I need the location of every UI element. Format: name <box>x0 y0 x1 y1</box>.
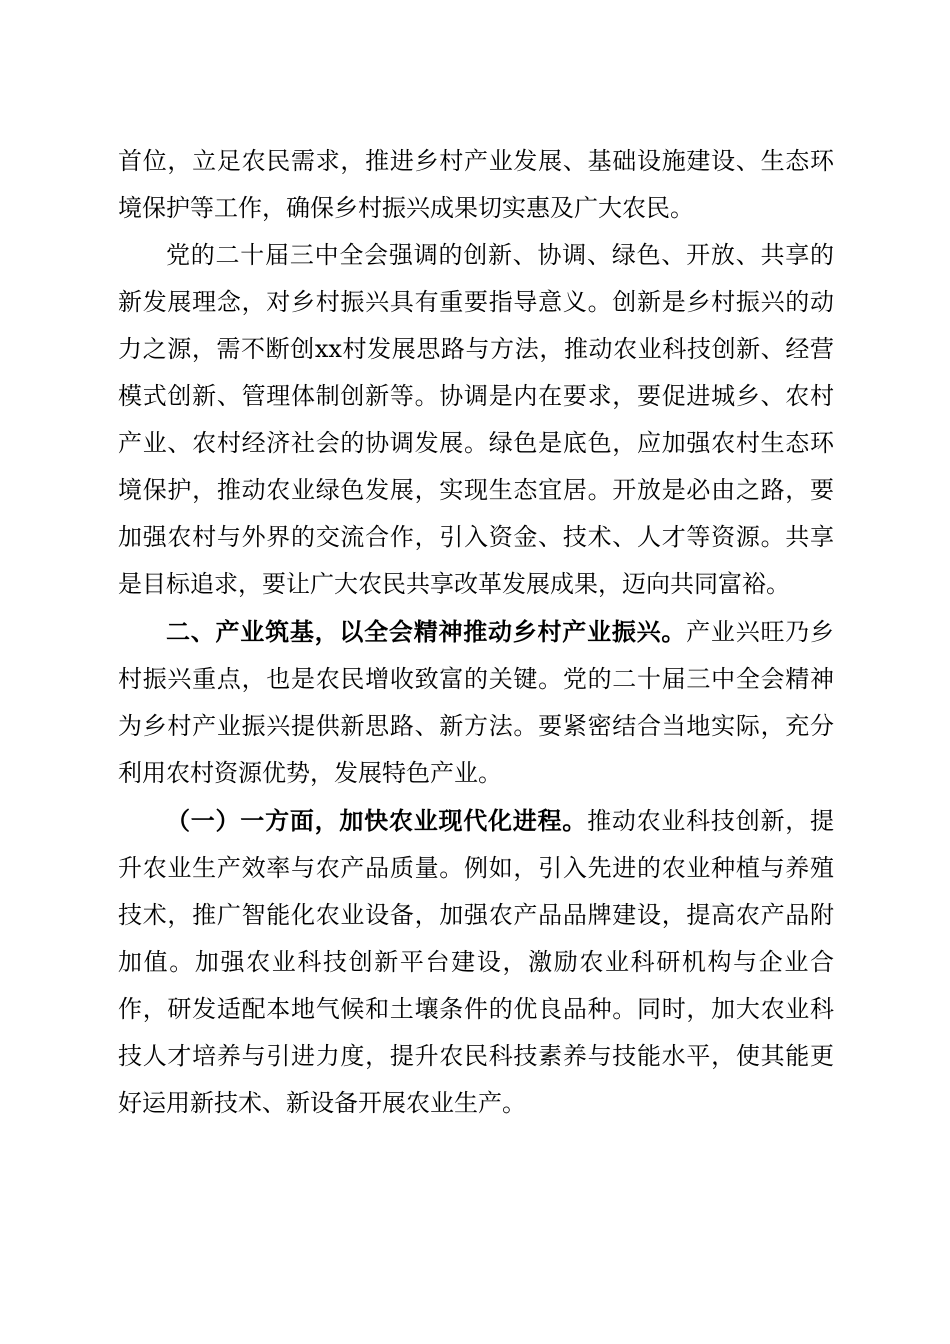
paragraph-text: 党的二十届三中全会强调的创新、协调、绿色、开放、共享的新发展理念，对乡村振兴具有重要指导意义。创新是乡村振兴的动力之源，需不断创xx村发展思路与方法，推动农业科技创新、经营模式创新、管理体制创新等。协调是内在要求，要促进城乡、农村产业、农村经济社会的协调发展。绿色是底色，应加强农村生态环境保护，推动农业绿色发展，实现生态宜居。开放是必由之路，要加强农村与外界的交流合作，引入资金、技术、人才等资源。共享是目标追求，要让广大农民共享改革发展成果，迈向共同富裕。 <box>118 241 834 598</box>
paragraph-text: 首位，立足农民需求，推进乡村产业发展、基础设施建设、生态环境保护等工作，确保乡村振兴成果切实惠及广大农民。 <box>118 147 834 222</box>
paragraph-section-two <box>118 608 834 797</box>
document-page <box>118 138 834 1127</box>
paragraph-text: 产业兴旺乃乡村振兴重点，也是农民增收致富的关键。党的二十届三中全会精神为乡村产业振兴提供新思路、新方法。要紧密结合当地实际，充分利用农村资源优势，发展特色产业。 <box>118 618 835 787</box>
paragraph-text: 推动农业科技创新，提升农业生产效率与农产品质量。例如，引入先进的农业种植与养殖技术，推广智能化农业设备，加强农产品品牌建设，提高农产品附加值。加强农业科技创新平台建设，激励农业科研机构与企业合作，研发适配本地气候和土壤条件的优良品种。同时，加大农业科技人才培养与引进力度，提升农民科技素养与技能水平，使其能更好运用新技术、新设备开展农业生产。 <box>118 807 835 1117</box>
paragraph-subsection-one <box>118 797 834 1127</box>
section-heading: 二、产业筑基，以全会精神推动乡村产业振兴。 <box>166 617 687 646</box>
paragraph-new-development-concept <box>118 232 834 608</box>
subsection-heading: （一）一方面，加快农业现代化进程。 <box>166 806 588 835</box>
paragraph-continuation <box>118 138 834 232</box>
